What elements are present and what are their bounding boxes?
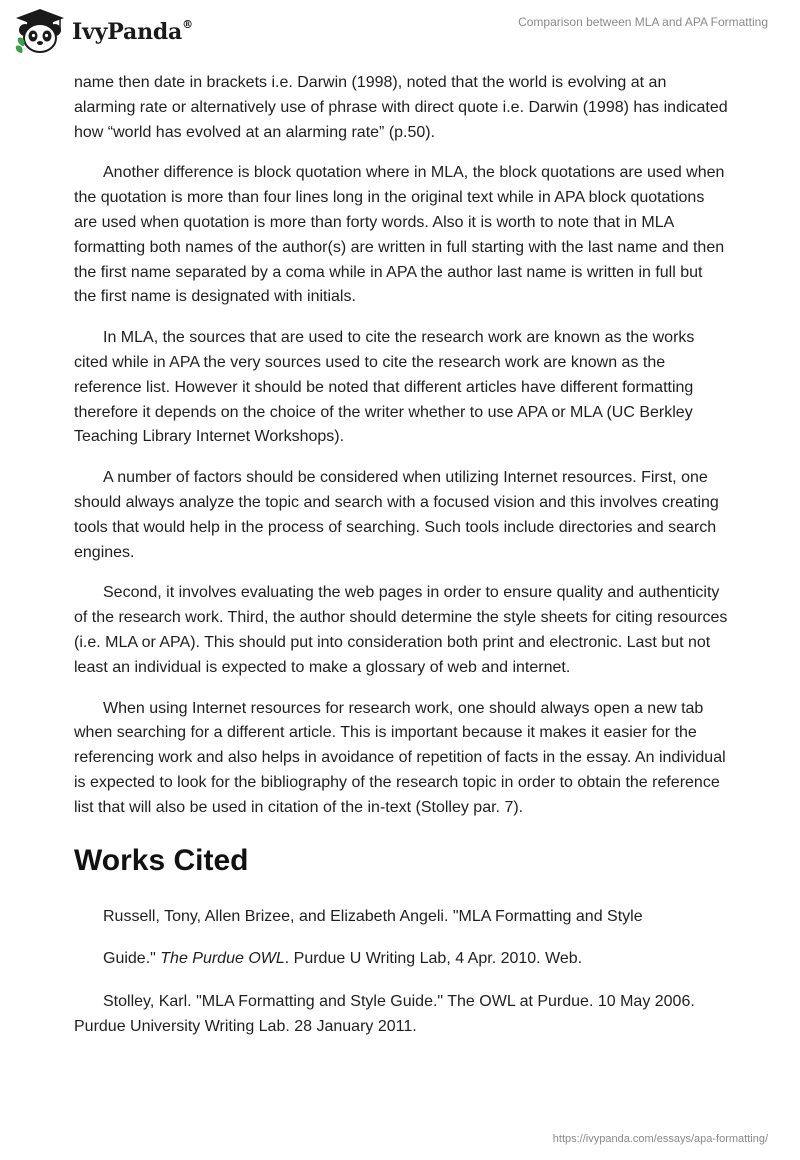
body-paragraph: name then date in brackets i.e. Darwin (1998), noted that the world is evolving at an alarming rate or alternatively use of phrase with direct quote i.e. Darwin (1998) has indicated how “world has evolved at an alarming rate” (p.50). — [74, 74, 728, 141]
panda-logo-icon — [14, 8, 66, 54]
ivypanda-logo[interactable] — [14, 8, 193, 54]
document-title: Comparison between MLA and APA Formatting — [518, 15, 768, 29]
body-paragraph: A number of factors should be considered when utilizing Internet resources. First, one should always analyze the topic and search with a focused vision and this involves creating tools that would help in the process of searching. Such tools include directories and search engines. — [74, 469, 719, 561]
body-paragraph: Another difference is block quotation where in MLA, the block quotations are used when the quotation is more than four lines long in the original text while in APA block quotations are used when quotation is more than forty words. Also it is worth to note that in MLA formatting both names of the author(s) are written in full starting with the last name and then the first name separated by a coma while in APA the author last name is written in full but the first name is designated with initials. — [74, 164, 725, 306]
brand-name — [72, 19, 193, 45]
page-header — [0, 0, 800, 70]
citation-text: . Purdue U Writing Lab, 4 Apr. 2010. Web. — [284, 950, 583, 968]
source-url-link[interactable]: https://ivypanda.com/essays/apa-formatting/ — [552, 1133, 768, 1145]
body-paragraph: Second, it involves evaluating the web pages in order to ensure quality and authenticity of the research work. Third, the author should determine the style sheets for citing resources (i.e. MLA or APA). This should put into consideration both print and electronic. Last but not least an individual is expected to make a glossary of web and internet. — [74, 584, 728, 676]
registered-mark: ® — [182, 17, 193, 31]
citation-title: The Purdue OWL — [160, 950, 285, 968]
works-cited-heading: Works Cited — [74, 843, 249, 877]
citation-text: Guide." — [103, 950, 161, 968]
citation-entry: Russell, Tony, Allen Brizee, and Elizabeth Angeli. "MLA Formatting and Style — [103, 907, 643, 925]
citation-entry: Stolley, Karl. "MLA Formatting and Style Guide." The OWL at Purdue. 10 May 2006. Purdue University Writing Lab. 28 January 2011. — [74, 993, 695, 1035]
body-paragraph: When using Internet resources for research work, one should always open a new tab when searching for a different article. This is important because it makes it easier for the referencing work and also helps in avoidance of repetition of facts in the essay. An individual is expected to look for the bibliography of the research topic in order to obtain the reference list that will also be used in citation of the in-text (Stolley par. 7). — [74, 699, 726, 816]
citation-entry — [74, 947, 728, 972]
essay-content — [74, 71, 728, 1058]
brand-text: IvyPanda — [72, 19, 183, 45]
body-paragraph: In MLA, the sources that are used to cite the research work are known as the works cited while in APA the very sources used to cite the research work are known as the reference list. However it should be noted that different articles have different formatting therefore it depends on the choice of the writer whether to use APA or MLA (UC Berkley Teaching Library Internet Workshops). — [74, 329, 695, 446]
